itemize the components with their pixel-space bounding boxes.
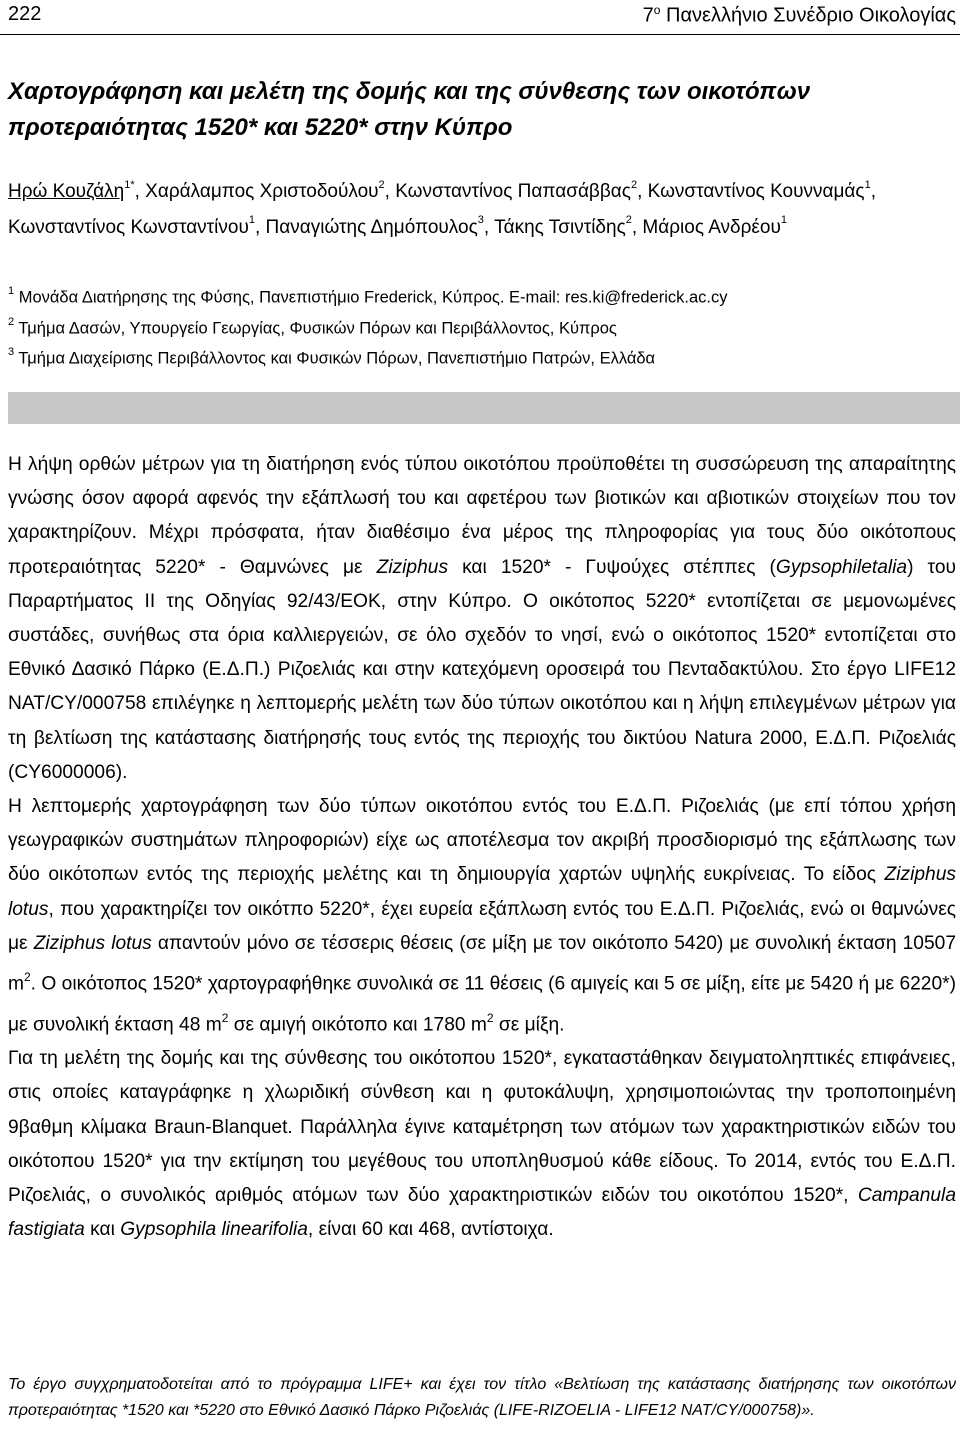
author-name: Ηρώ Κουζάλη [8,181,125,203]
conference-title [643,3,956,28]
abstract-paragraph [8,1042,956,1247]
affiliations [8,280,958,372]
author [395,181,647,202]
species-name: Gypsophiletalia [775,556,908,578]
abstract [8,448,956,1247]
text-run: σε αμιγή οικότοπο και 1780 m [228,1014,487,1036]
author [648,181,876,202]
paper-title: Χαρτογράφηση και μελέτη της δομής και της σύνθεσης των οικοτόπων προτεραιότητας 1520* και 5220* στην Κύπρο [8,78,811,141]
affiliation-number: 2 [8,315,15,328]
text-run: , που χαρακτηρίζει τον οικότπο 5220*, έχει ευρεία εξάπλωση εντός του Ε.Δ.Π. Ριζοελιάς, ενώ οι θαμνώνες με [8,898,956,954]
funding-footnote: Το έργο συγχρηματοδοτείται από το πρόγραμμα LIFE+ και έχει τον τίτλο «Βελτίωση της κατάστασης διατήρησης των οικοτόπων προτεραιότητας *1520 και *5220 στο Εθνικό Δασικό Πάρκο Ριζοελιάς (LIFE-RIZOELIA - LIFE12 NAT/CY/000758)». [8,1376,956,1419]
affiliation-number: 3 [8,346,15,358]
author-list [8,172,958,243]
author-affiliation-mark: 1* [124,179,135,191]
author [8,181,145,202]
author-separator: , [631,216,643,238]
abstract-paragraph [8,790,956,1042]
author-separator: , [384,181,396,203]
affiliation-number: 1 [8,285,15,297]
text-run: , είναι 60 και 468, αντίστοιχα. [307,1219,554,1241]
text-run: Για τη μελέτη της δομής και της σύνθεσης του οικότοπου 1520*, εγκαταστάθηκαν δειγματοληπτικές επιφάνειες, στις οποίες καταγράφηκε η χλωριδική σύνθεση και η φυτοκάλυψη, χρησιμοποιώντας την τροποποιημένη 9βαθμη κλίμακα Braun-Blanquet. Παράλληλα έγινε καταμέτρηση των ατόμων των χαρακτηριστικών ειδών του οικότοπου 1520* για την εκτίμηση του μεγέθους του υποπληθυσμού κάθε είδους. Το 2014, εντός του Ε.Δ.Π. Ριζοελιάς, ο συνολικός αριθμός ατόμων των δύο χαρακτηριστικών ειδών του οικοτόπου 1520*, [8,1048,956,1207]
abstract-paragraph [8,448,956,790]
author-separator: , [483,216,495,238]
author-affiliation-mark: 2 [630,179,638,191]
page-number: 222 [8,3,42,25]
author [145,181,395,202]
separator-band [8,392,960,424]
author-name: Κωνσταντίνος Κουνναμάς [647,181,865,203]
author-name: Μάριος Ανδρέου [642,216,781,238]
text-run: Η λήψη ορθών μέτρων για τη διατήρηση ενός τύπου οικοτόπου προϋποθέτει τη συσσώρευση της απαραίτητης γνώσης όσον αφορά αφενός την εξάπλωσή του και αφετέρου των βιοτικών και αβιοτικών στοιχείων που τον χαρακτηρίζουν. Μέχρι πρόσφατα, ήταν διαθέσιμο ένα μέρος της πληροφορίας για τους δύο οικότοπους προτεραιότητας 5220* - Θαμνώνες με [8,454,956,578]
species-name: Ziziphus [376,556,449,578]
author [642,214,787,238]
text-run: και 1520* - Γυψούχες στέππες ( [448,556,776,578]
text-run: . Ο οικότοπος 1520* χαρτογραφήθηκε συνολικά σε 11 θέσεις (6 αμιγείς και 5 σε μίξη, είτε με 5420 ή με 6220*) με συνολική έκταση 48 m [8,973,956,1036]
author-name: Τάκης Τσιντίδης [494,216,626,238]
author-separator: , [870,181,876,203]
text-run: Η λεπτομερής χαρτογράφηση των δύο τύπων οικοτόπου εντός του Ε.Δ.Π. Ριζοελιάς (με επί τόπου χρήση γεωγραφικών συστημάτων πληροφοριών) είχε ως αποτέλεσμα τον ακριβή προσδιορισμό της εξάπλωσης των δύο οικότοπων εντός της περιοχής μελέτης και τη δημιουργία χαρτών υψηλής ευκρίνειας. Το είδος [8,796,956,886]
species-name: Ziziphus lotus [33,932,152,954]
author [494,214,643,238]
author [265,214,495,238]
author-name: Κωνσταντίνος Παπασάββας [395,181,631,203]
author-affiliation-mark: 1 [780,214,787,227]
affiliation-text: Μονάδα Διατήρησης της Φύσης, Πανεπιστήμιο Frederick, Κύπρος. E-mail: res.ki@frederick.ac.cy [18,288,728,307]
author-affiliation-mark: 2 [378,179,385,191]
author-affiliation-mark: 3 [477,214,484,227]
author-separator: , [254,216,266,238]
species-name: Ziziphus lotus [8,864,956,920]
text-run: και [84,1219,121,1241]
unit-exponent: 2 [23,970,31,985]
conference-name: Πανελλήνιο Συνέδριο Οικολογίας [666,4,956,27]
author-name: Παναγιώτης Δημόπουλος [265,216,478,238]
affiliation [8,311,958,342]
affiliation-text: Τμήμα Διαχείρισης Περιβάλλοντος και Φυσικών Πόρων, Πανεπιστήμιο Πατρών, Ελλάδα [18,349,656,368]
affiliation [8,341,958,372]
unit-exponent: 2 [486,1010,494,1025]
conference-ordinal-sup: ο [653,3,661,17]
author-affiliation-mark: 1 [864,179,871,191]
species-name: Gypsophila linearifolia [120,1219,308,1241]
running-header [0,0,960,35]
affiliation [8,280,958,311]
conference-ordinal: 7 [642,4,654,27]
author-name: Χαράλαμπος Χριστοδούλου [145,181,379,203]
author-name: Κωνσταντίνος Κωνσταντίνου [8,216,249,238]
text-run: ) του Παραρτήματος ΙΙ της Οδηγίας 92/43/ΕΟΚ, στην Κύπρο. Ο οικότοπος 5220* εντοπίζεται σε μεμονωμένες συστάδες, συνήθως στα όρια καλλιεργειών, σε όλο σχεδόν το νησί, ενώ ο οικότοπος 1520* εντοπίζεται στο Εθνικό Δασικό Πάρκο (Ε.Δ.Π.) Ριζοελιάς και στην κατεχόμενη οροσειρά του Πενταδακτύλου. Στο έργο LIFE12 NAT/CY/000758 επιλέγηκε η λεπτομερής μελέτη των δύο τύπων οικοτόπου και η λήψη επιλεγμένων μέτρων για τη βελτίωση της κατάστασης διατήρησής τους εντός της περιοχής του δικτύου Natura 2000, Ε.Δ.Π. Ριζοελιάς (CY6000006). [8,556,956,783]
author-affiliation-mark: 2 [625,214,632,227]
unit-exponent: 2 [221,1010,229,1025]
author-separator: , [637,181,648,203]
affiliation-text: Τμήμα Δασών, Υπουργείο Γεωργίας, Φυσικών Πόρων και Περιβάλλοντος, Κύπρος [18,319,617,337]
author-affiliation-mark: 1 [248,214,255,227]
text-run: σε μίξη. [493,1014,565,1036]
author-separator: , [134,181,146,203]
author [8,214,266,238]
text-run: απαντούν μόνο σε τέσσερις θέσεις (σε μίξη με τον οικότοπο 5420) με συνολική έκταση 10507 m [8,932,956,995]
species-name: Campanula fastigiata [8,1185,956,1241]
